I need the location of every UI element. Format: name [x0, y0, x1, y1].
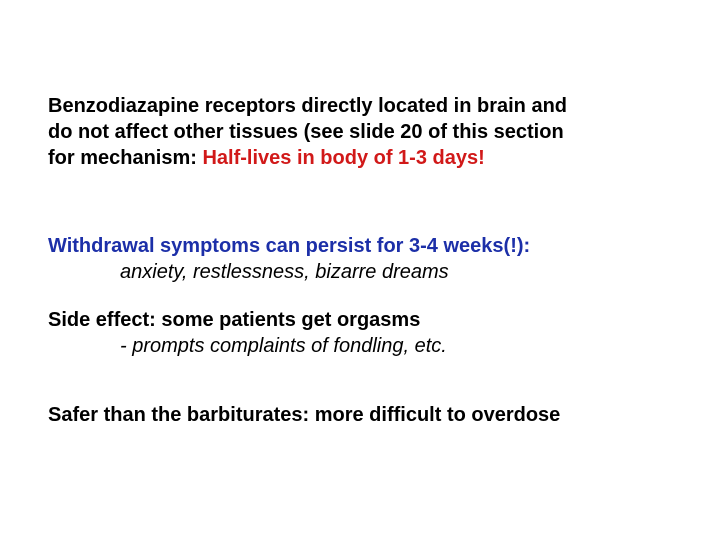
- receptors-line-3: [48, 145, 698, 171]
- safety-text: Safer than the barbiturates: more difficult to overdose: [48, 404, 561, 426]
- safety-paragraph: [48, 402, 698, 428]
- receptors-paragraph: [48, 93, 698, 171]
- side-effect-heading: Side effect: some patients get orgasms: [48, 309, 421, 331]
- receptors-line-2: do not affect other tissues (see slide 20 of this section: [48, 121, 564, 143]
- withdrawal-heading: Withdrawal symptoms can persist for 3-4 weeks(!):: [48, 235, 531, 257]
- side-effect-detail: - prompts complaints of fondling, etc.: [120, 335, 447, 357]
- half-lives-highlight: Half-lives in body of 1-3 days!: [202, 147, 485, 169]
- side-effect-paragraph: [48, 307, 698, 359]
- receptors-line-1: Benzodiazapine receptors directly located in brain and: [48, 95, 568, 117]
- withdrawal-detail: anxiety, restlessness, bizarre dreams: [120, 261, 449, 283]
- withdrawal-paragraph: [48, 233, 698, 285]
- receptors-line-3-prefix: for mechanism:: [48, 147, 203, 169]
